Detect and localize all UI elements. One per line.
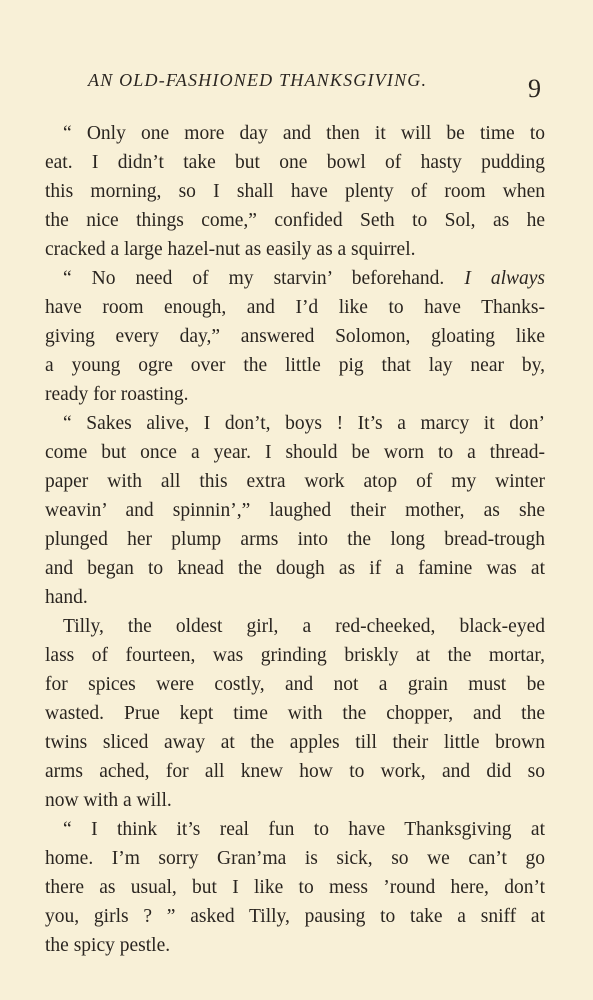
text-line: “ Sakes alive, I don’t, boys ! It’s a marcy it don’ — [63, 413, 545, 434]
emphasis-text: I always — [464, 268, 546, 289]
text-line: twins sliced away at the apples till their little brown — [45, 732, 545, 753]
text-line: for spices were costly, and not a grain must be — [45, 674, 545, 695]
text-line: plunged her plump arms into the long bread-trough — [45, 529, 545, 550]
text-line: Tilly, the oldest girl, a red-cheeked, black-eyed — [63, 616, 545, 637]
text-line: eat. I didn’t take but one bowl of hasty pudding — [45, 152, 545, 173]
text-line: lass of fourteen, was grinding briskly at the mortar, — [45, 645, 545, 666]
text-line: you, girls ? ” asked Tilly, pausing to take a sniff at — [45, 906, 545, 927]
text-line: the spicy pestle. — [45, 935, 171, 956]
text-line: the nice things come,” confided Seth to Sol, as he — [45, 210, 545, 231]
text-line: arms ached, for all knew how to work, and did so — [45, 761, 545, 782]
text-line: there as usual, but I like to mess ’round here, don’t — [45, 877, 545, 898]
running-title: AN OLD-FASHIONED THANKSGIVING. — [88, 70, 428, 90]
text-line — [45, 264, 545, 293]
text-line: home. I’m sorry Gran’ma is sick, so we can’t go — [45, 848, 545, 869]
text-line: cracked a large hazel-nut as easily as a squirrel. — [45, 239, 416, 260]
page-number: 9 — [528, 74, 541, 103]
text-line: hand. — [45, 587, 88, 608]
text-line: paper with all this extra work atop of my winter — [45, 471, 545, 492]
text-line: ready for roasting. — [45, 384, 189, 405]
text-line: have room enough, and I’d like to have Thanks- — [45, 297, 545, 318]
text-line-lead: “ No need of my starvin’ beforehand. — [63, 268, 445, 289]
body-text — [45, 119, 545, 960]
text-line: this morning, so I shall have plenty of room when — [45, 181, 545, 202]
text-line: “ Only one more day and then it will be time to — [63, 123, 545, 144]
text-line: “ I think it’s real fun to have Thanksgiving at — [63, 819, 545, 840]
text-line: come but once a year. I should be worn to a thread- — [45, 442, 545, 463]
text-line: a young ogre over the little pig that lay near by, — [45, 355, 545, 376]
text-line: giving every day,” answered Solomon, gloating like — [45, 326, 545, 347]
text-line: now with a will. — [45, 790, 172, 811]
text-line: weavin’ and spinnin’,” laughed their mother, as she — [45, 500, 545, 521]
text-line: and began to knead the dough as if a famine was at — [45, 558, 545, 579]
text-line: wasted. Prue kept time with the chopper, and the — [45, 703, 545, 724]
